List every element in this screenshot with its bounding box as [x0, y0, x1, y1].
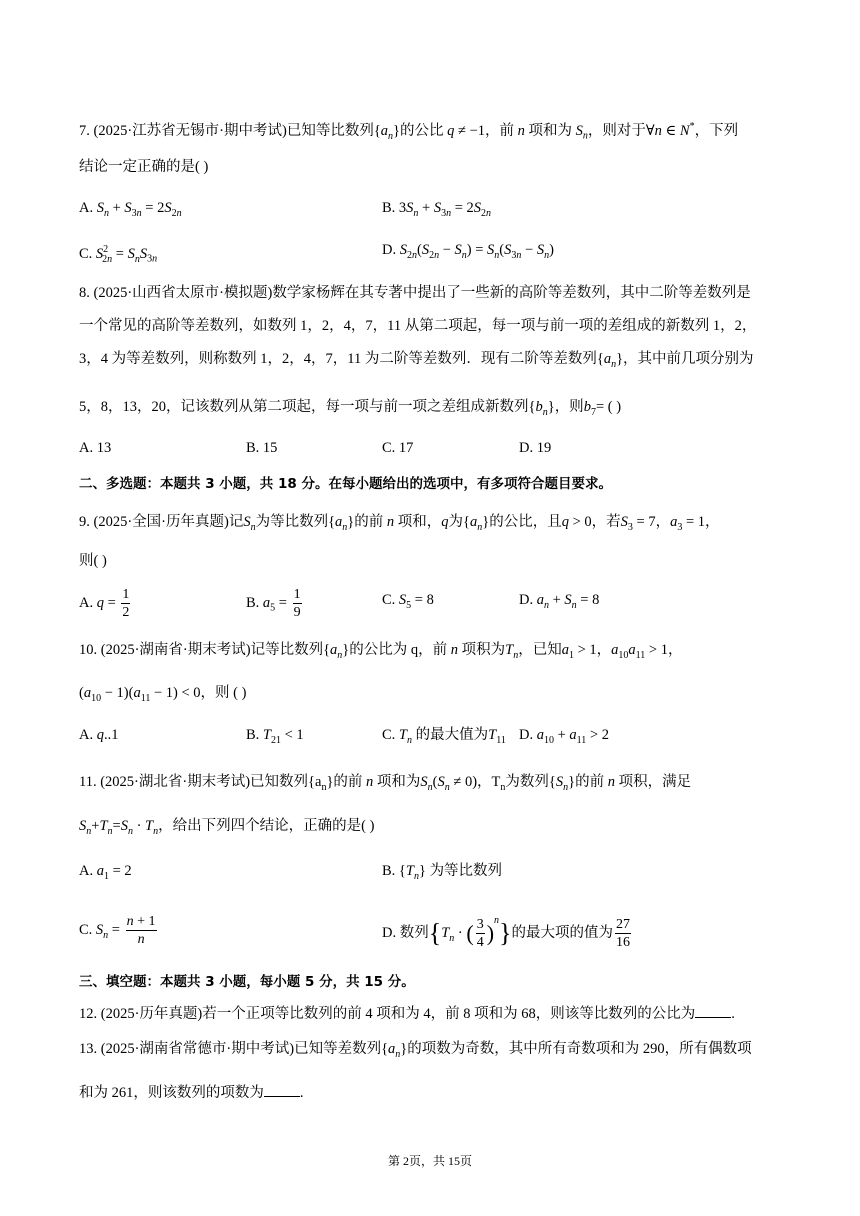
q11-option-d[interactable]: D. 数列{$T_n$ · ( $\frac{3}{4}$ )$^n$}的最大项的值为 $\frac{27}{16}$	[382, 915, 631, 951]
q10-option-a[interactable]: A. q..1	[79, 727, 119, 743]
q9-option-d[interactable]: D. $a_n + S_n = 8$	[519, 592, 600, 611]
q10-option-d[interactable]: D. $a_{10} + a_{11} > 2$	[519, 727, 609, 746]
q8-option-b[interactable]: B. 15	[246, 440, 278, 456]
q11-option-c[interactable]: C. $S_n$ = $\frac{n + 1}{n}$	[79, 914, 156, 947]
question-9-line-2: 则( )	[79, 553, 107, 569]
question-9-line-1: 9. (2025·全国·历年真题)记$S_n$为等比数列$\{a_n\}$的前 n 项和，q为$\{a_n\}$的公比，且q > 0，若$S_3 = 7$，$a_3 = 1$，	[79, 514, 720, 533]
section-2-heading: 二、多选题：本题共 3 小题，共 18 分。在每小题给出的选项中，有多项符合题目要求。	[79, 476, 612, 492]
answer-blank-12[interactable]	[695, 1003, 731, 1018]
math-sequence-a: $\{a_n\}$	[373, 122, 401, 142]
q9-option-a[interactable]: A. q = $\frac{1}{2}$	[79, 587, 130, 620]
q9-option-b[interactable]: B. $a_5$ = $\frac{1}{9}$	[246, 587, 301, 620]
q7-option-c[interactable]: C. $S^2_{2n} = S_nS_{3n}$	[79, 244, 158, 265]
q10-option-b[interactable]: B. $T_{21} < 1$	[246, 727, 304, 746]
question-10-line-2: $(a_{10} - 1)(a_{11} - 1) < 0$，则 ( )	[79, 685, 247, 704]
question-8-line-1: 8. (2025·山西省太原市·模拟题)数学家杨辉在其专著中提出了一些新的高阶等差数列，其中二阶等差数列是	[79, 285, 751, 301]
page-footer: 第 2页，共 15页	[387, 1154, 472, 1168]
question-10-line-1: 10. (2025·湖南省·期末考试)记等比数列$\{a_n\}$的公比为 q，前 n 项积为$T_n$，已知$a_1 > 1$，$a_{10}a_{11} > 1$，	[79, 642, 683, 661]
question-8-line-4: 5，8，13，20，记该数列从第二项起，每一项与前一项之差组成新数列$\{b_n\}$，则$b_7=$ ( )	[79, 399, 622, 418]
section-3-heading: 三、填空题：本题共 3 小题，每小题 5 分，共 15 分。	[79, 974, 415, 990]
q7-option-b[interactable]: B. $3S_n + S_{3n} = 2S_{2n}$	[382, 200, 492, 219]
question-11-line-2: $S_n+T_n=S_n \cdot T_n$，给出下列四个结论，正确的是( )	[79, 818, 375, 837]
question-13-line-2: 和为 261，则该数列的项数为 .	[79, 1082, 794, 1103]
q11-option-b[interactable]: B. $\{T_n\}$ 为等比数列	[382, 863, 503, 882]
question-8-line-3: 3，4 为等差数列，则称数列 1，2，4，7，11 为二阶等差数列．现有二阶等差数列$\{a_n\}$，其中前几项分别为	[79, 351, 754, 370]
q9-option-c[interactable]: C. $S_5 = 8$	[382, 592, 434, 611]
q11-option-a[interactable]: A. $a_1 = 2$	[79, 863, 132, 882]
q8-option-d[interactable]: D. 19	[519, 440, 552, 456]
q8-option-c[interactable]: C. 17	[382, 440, 414, 456]
q7-option-d[interactable]: D. $S_{2n}(S_{2n} - S_n) = S_n(S_{3n} - S_n)$	[382, 242, 554, 261]
answer-blank-13[interactable]	[264, 1082, 300, 1097]
question-13-line-1: 13. (2025·湖南省常德市·期中考试)已知等差数列$\{a_n\}$的项数为奇数，其中所有奇数项和为 290，所有偶数项	[79, 1041, 752, 1060]
q7-option-a[interactable]: A. $S_n + S_{3n} = 2S_{2n}$	[79, 200, 182, 219]
question-11-line-1: 11. (2025·湖北省·期末考试)已知数列$\{a_n\}$的前 n 项和为$S_n(S_n \ne 0)$，$T_n$为数列$\{S_n\}$的前 n 项积，满足	[79, 774, 692, 793]
question-8-line-2: 一个常见的高阶等差数列，如数列 1，2，4，7，11 从第二项起，每一项与前一项的差组成的新数列 1，2，	[79, 318, 757, 334]
q10-option-c[interactable]: C. $T_n$ 的最大值为$T_{11}$	[382, 727, 506, 746]
question-7-line-2: 结论一定正确的是( )	[79, 159, 209, 175]
question-12: 12. (2025·历年真题)若一个正项等比数列的前 4 项和为 4，前 8 项和为 68，则该等比数列的公比为 .	[79, 1003, 794, 1024]
q8-option-a[interactable]: A. 13	[79, 440, 112, 456]
question-7-line-1: 7. (2025·江苏省无锡市·期中考试)已知等比数列$\{a_n\}$的公比 q ≠ −1，前 n 项和为 $S_n$，则对于∀n ∈ N*，下列	[79, 121, 739, 142]
